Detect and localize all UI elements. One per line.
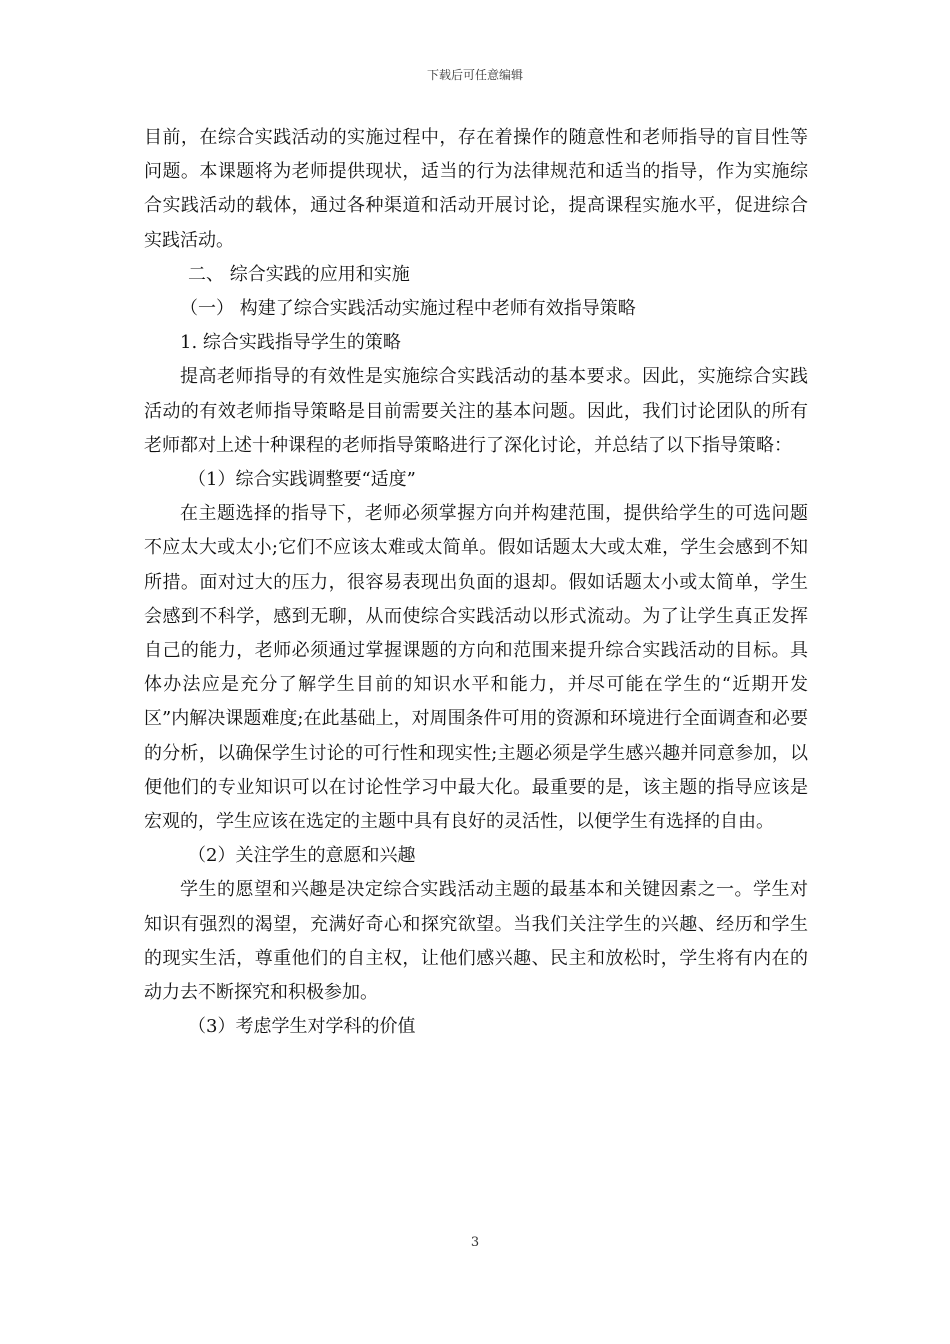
page-header: 下载后可任意编辑 bbox=[426, 68, 523, 82]
paragraph-intro: 目前，在综合实践活动的实施过程中，存在着操作的随意性和老师指导的盲目性等问题。本课题将为老师提供现状，适当的行为法律规范和适当的指导，作为实施综合实践活动的载体，通过各种渠道和活动开展讨论，提高课程实施水平，促进综合实践活动。 bbox=[144, 127, 808, 251]
section-heading-2: 二、 综合实践的应用和实施 bbox=[188, 263, 410, 285]
point-heading-2: （2）关注学生的意愿和兴趣 bbox=[188, 845, 416, 867]
paragraph-point-1: 在主题选择的指导下，老师必须掌握方向并构建范围，提供给学生的可选问题不应太大或太小;它们不应该太难或太简单。假如话题太大或太难，学生会感到不知所措。面对过大的压力，很容易表现出负面的退却。假如话题太小或太简单，学生会感到不科学，感到无聊，从而使综合实践活动以形式流动。为了让学生真正发挥自己的能力，老师必须通过掌握课题的方向和范围来提升综合实践活动的目标。具体办法应是充分了解学生目前的知识水平和能力，并尽可能在学生的“近期开发区”内解决课题难度;在此基础上，对周围条件可用的资源和环境进行全面调查和必要的分析，以确保学生讨论的可行性和现实性;主题必须是学生感兴趣并同意参加，以便他们的专业知识可以在讨论性学习中最大化。最重要的是，该主题的指导应该是宏观的，学生应该在选定的主题中具有良好的灵活性，以便学生有选择的自由。 bbox=[144, 503, 808, 833]
paragraph-point-2: 学生的愿望和兴趣是决定综合实践活动主题的最基本和关键因素之一。学生对知识有强烈的渴望，充满好奇心和探究欲望。当我们关注学生的兴趣、经历和学生的现实生活，尊重他们的自主权，让他们感兴趣、民主和放松时，学生将有内在的动力去不断探究和积极参加。 bbox=[144, 879, 808, 1004]
point-heading-1: （1）综合实践调整要“适度” bbox=[188, 469, 416, 491]
page-number: 3 bbox=[470, 1235, 480, 1250]
point-heading-3: （3）考虑学生对学科的价值 bbox=[188, 1016, 416, 1038]
item-heading-1: 1. 综合实践指导学生的策略 bbox=[180, 332, 401, 354]
document-body bbox=[144, 121, 808, 1044]
subsection-heading-1: （一） 构建了综合实践活动实施过程中老师有效指导策略 bbox=[180, 298, 636, 320]
paragraph-strategy-intro: 提高老师指导的有效性是实施综合实践活动的基本要求。因此，实施综合实践活动的有效老师指导策略是目前需要关注的基本问题。因此，我们讨论团队的所有老师都对上述十种课程的老师指导策略进行了深化讨论，并总结了以下指导策略： bbox=[144, 366, 808, 456]
